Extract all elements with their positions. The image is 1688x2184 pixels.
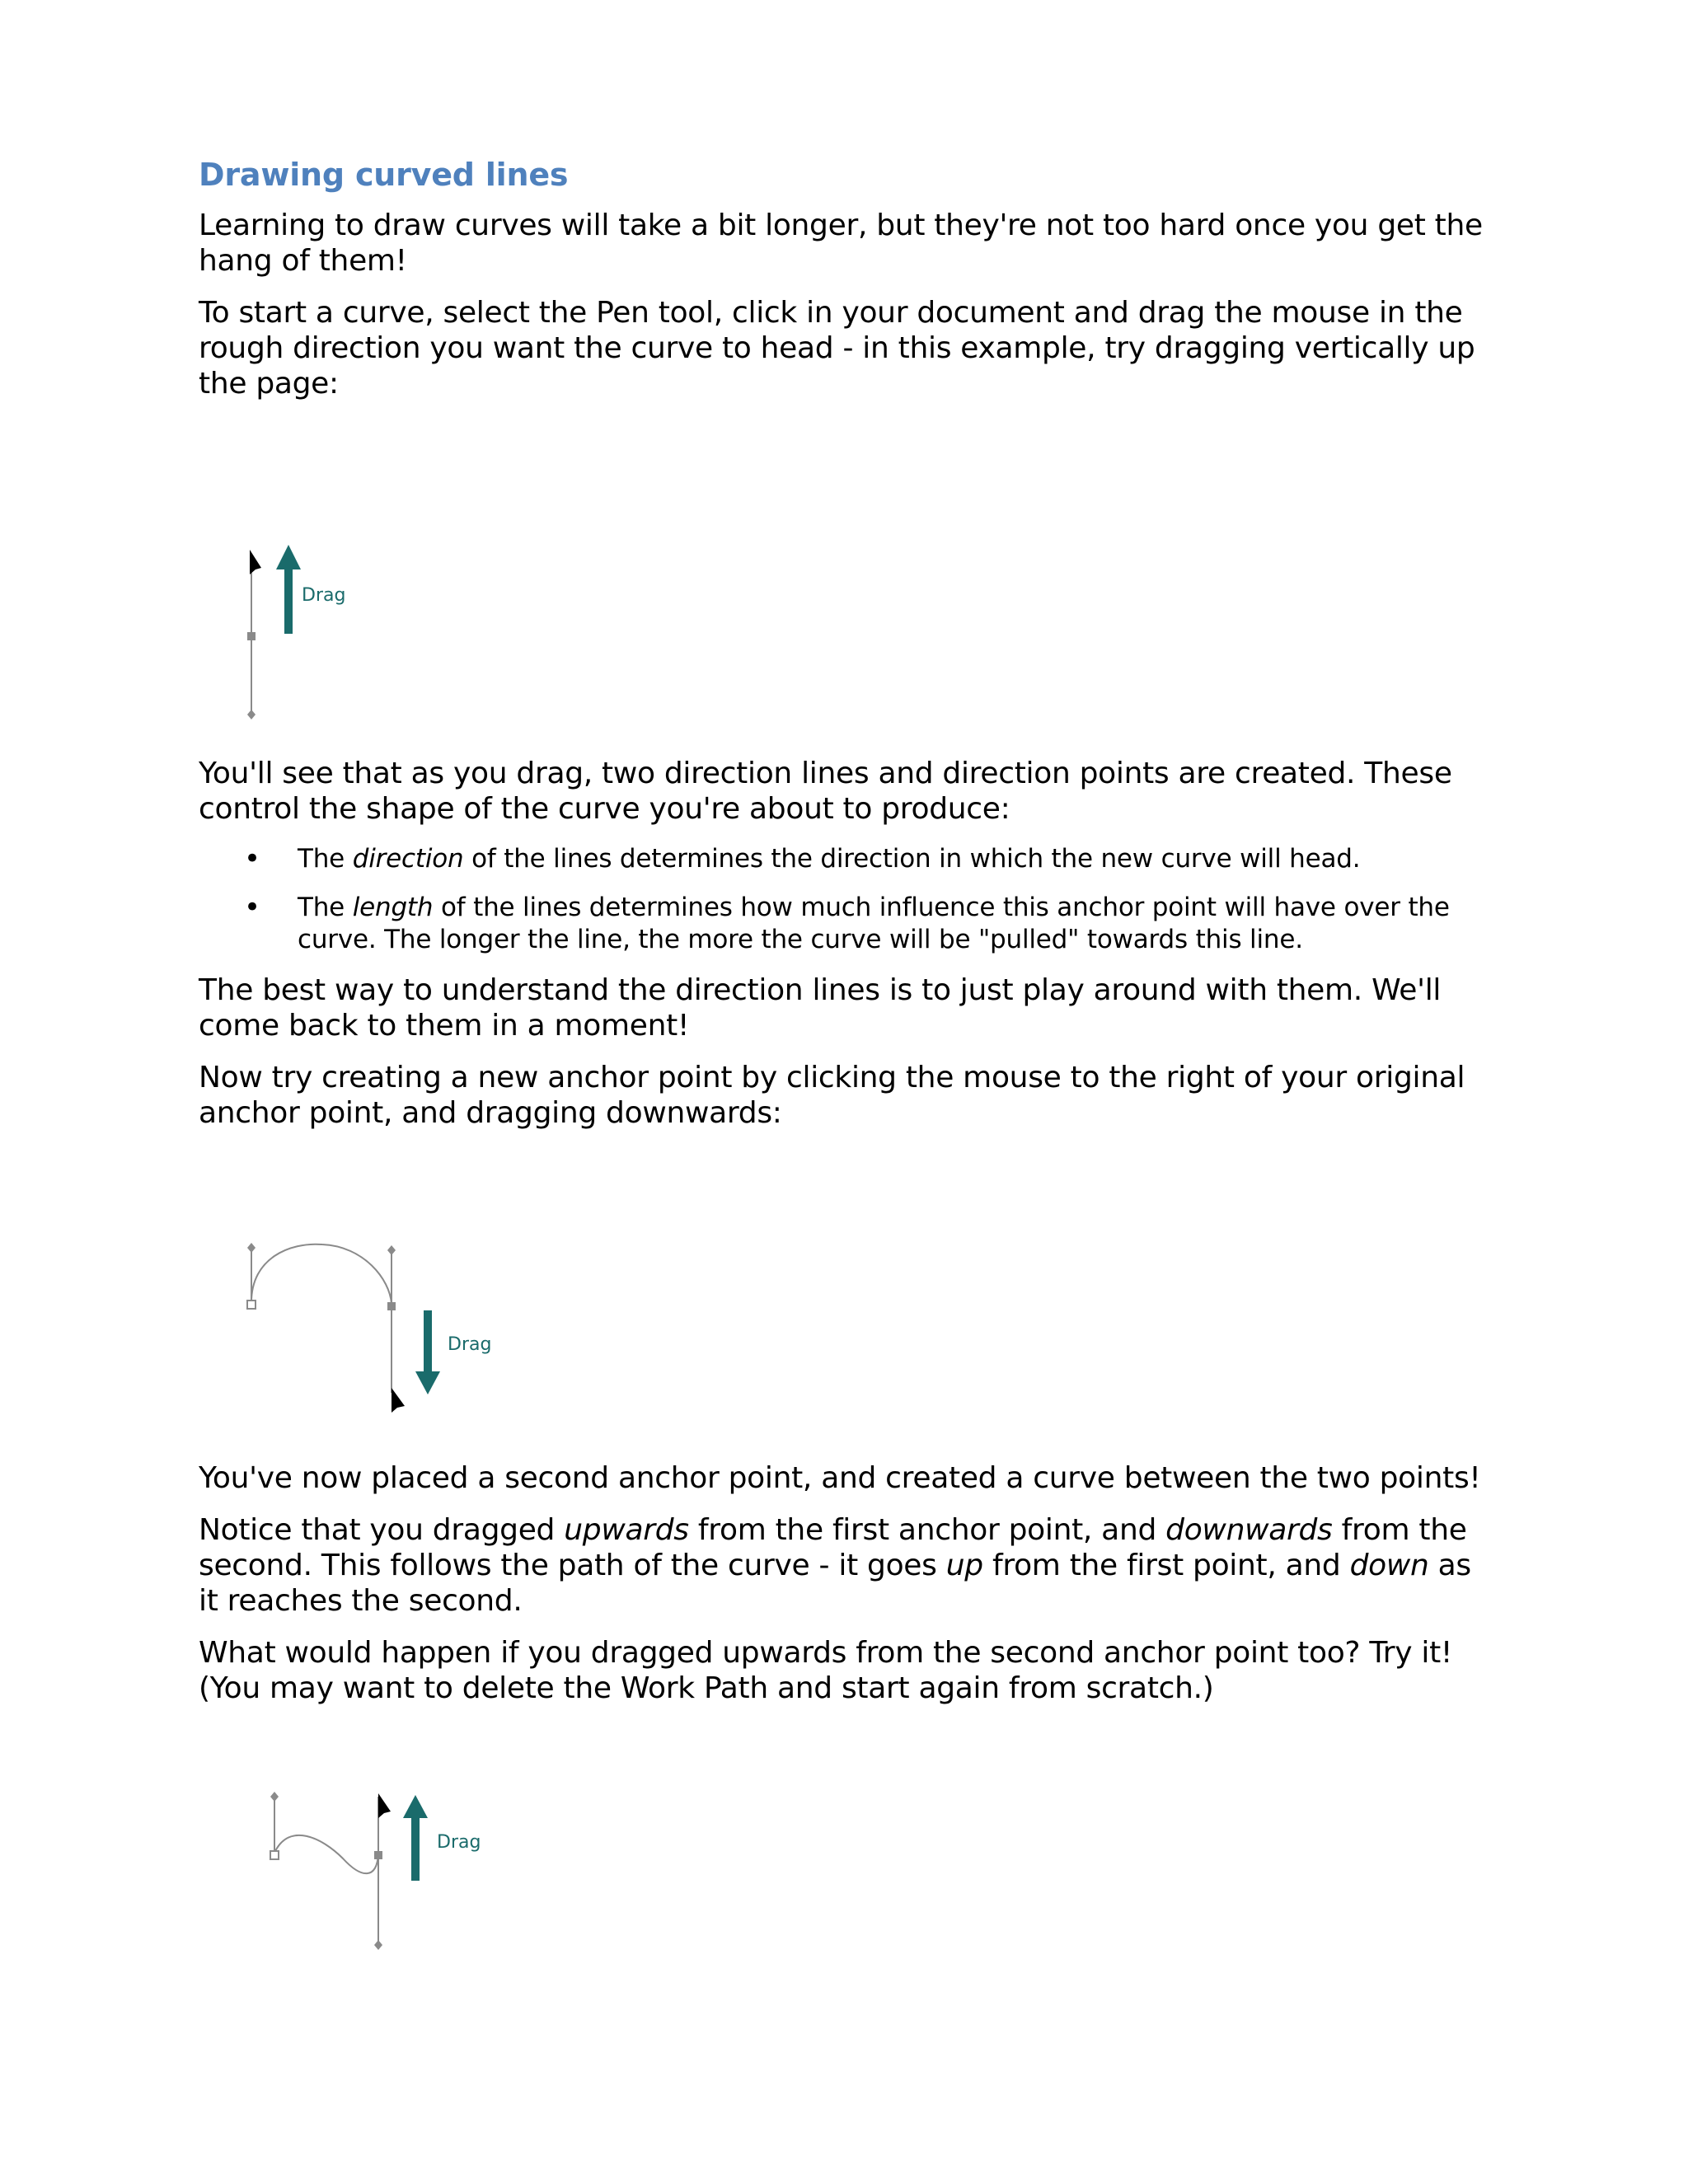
curve-path [274,1835,378,1872]
drag-label: Drag [302,584,346,606]
figure-s-curve [199,1722,1493,2036]
direction-point [387,1245,396,1255]
second-anchor-paragraph: You've now placed a second anchor point, and created a curve between the two points! [199,1460,1481,1495]
drag-down-arrow-icon [415,1310,440,1394]
play-around-paragraph: The best way to understand the direction lines is to just play around with them. We'll come back to them in a moment! [199,972,1442,1043]
anchor-point [387,1302,396,1310]
notice-paragraph: Notice that you dragged upwards from the first anchor point, and downwards from the second. This follows the path of the curve - it goes up from the first point, and down as it reaches the second. [199,1512,1471,1618]
figure-s-curve-svg [199,1722,611,2036]
direction-lines-paragraph: You'll see that as you drag, two direction lines and direction points are created. These control the shape of the curve you're about to produce: [199,756,1452,826]
direction-point [374,1940,382,1950]
document-page [199,157,1493,2036]
new-anchor-paragraph: Now try creating a new anchor point by clicking the mouse to the right of your original anchor point, and dragging downwards: [199,1060,1465,1130]
figure-drag-down-svg [199,1147,611,1460]
curve-path [251,1244,392,1303]
bullet-direction: • The direction of the lines determines the direction in which the new curve will head. [199,843,1493,875]
drag-up-arrow-icon [403,1795,428,1881]
drag-label: Drag [448,1333,492,1355]
anchor-point [374,1851,382,1859]
direction-point [270,1792,279,1802]
direction-point [247,1243,256,1253]
cursor-arrow-icon [378,1793,391,1818]
start-curve-paragraph: To start a curve, select the Pen tool, click in your document and drag the mouse in the rough direction you want the curve to head - in this example, try dragging vertically up the page: [199,295,1475,401]
drag-label: Drag [437,1831,481,1853]
figure-drag-up-svg [199,418,528,756]
figure-drag-up [199,418,1493,756]
drag-up-arrow-icon [276,545,301,634]
cursor-arrow-icon [250,550,261,574]
bullet-length: • The length of the lines determines how much influence this anchor point will have over the curve. The longer the line, the more the curve will be "pulled" towards this line. [199,892,1493,956]
anchor-point [247,1301,256,1309]
intro-paragraph: Learning to draw curves will take a bit longer, but they're not too hard once you get the hang of them! [199,208,1483,278]
anchor-point [270,1851,279,1859]
section-heading: Drawing curved lines [199,157,569,193]
figure-drag-down [199,1147,1493,1460]
direction-point [247,710,256,719]
what-if-paragraph: What would happen if you dragged upwards from the second anchor point too? Try it! (You may want to delete the Work Path and start again from scratch.) [199,1635,1453,1705]
cursor-arrow-icon [392,1388,405,1413]
bullet-list [199,843,1493,956]
anchor-point [247,632,256,640]
